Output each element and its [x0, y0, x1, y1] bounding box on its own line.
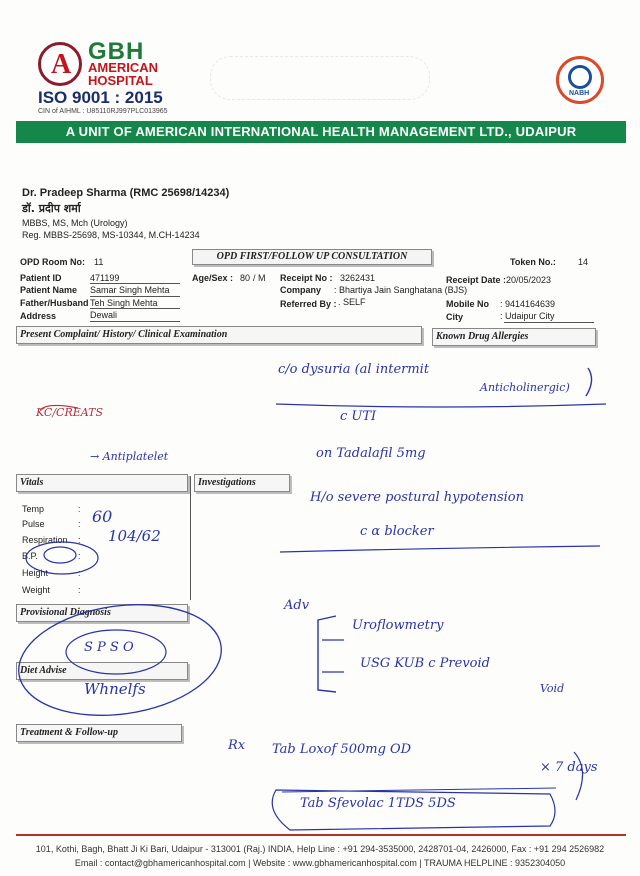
patient-name-value: Samar Singh Mehta — [90, 285, 170, 295]
footer-contact: Email : contact@gbhamericanhospital.com | Website : www.gbhamericanhospital.com | TRAUMA HELPLINE : 9352304050 — [74, 858, 566, 868]
pulse-label: Pulse — [22, 519, 45, 529]
city-label: City — [446, 312, 464, 322]
handwriting-advice-2b: Void — [540, 682, 565, 695]
doctor-name-hindi: डॉ. प्रदीप शर्मा — [22, 202, 81, 215]
patient-name-label: Patient Name — [20, 285, 78, 295]
receipt-date-label: Receipt Date : — [446, 275, 507, 285]
weight-label: Weight — [22, 585, 50, 595]
handwriting-diet: Whnelfs — [84, 680, 146, 698]
token-value: 14 — [578, 257, 589, 267]
footer-divider — [16, 834, 626, 836]
cin-number: CIN of AIHML : U85110RJ997PLC013965 — [38, 108, 168, 115]
opd-room-value: 11 — [94, 257, 104, 267]
iso-certification: ISO 9001 : 2015 — [38, 88, 163, 107]
address-value: Dewali — [90, 310, 118, 320]
father-value: Teh Singh Mehta — [90, 298, 158, 308]
handwriting-complaint-1: c/o dysuria (al intermit — [278, 362, 430, 377]
father-label: Father/Husband — [20, 298, 89, 308]
token-label: Token No.: — [510, 257, 556, 267]
handwriting-rx-2: Tab Sfevolac 1TDS 5DS — [300, 796, 456, 811]
form-title: OPD FIRST/FOLLOW UP CONSULTATION — [192, 249, 432, 265]
underline — [504, 322, 594, 323]
referred-value: . SELF — [338, 297, 366, 307]
underline — [90, 296, 180, 297]
handwriting-pulse: 60 — [92, 507, 113, 526]
header-banner: A UNIT OF AMERICAN INTERNATIONAL HEALTH MANAGEMENT LTD., UDAIPUR — [16, 121, 626, 143]
patient-id-value: 471199 — [90, 273, 120, 283]
treatment-section-title: Treatment & Follow-up — [20, 727, 118, 738]
allergies-section-title: Known Drug Allergies — [436, 331, 529, 342]
opd-room-label: OPD Room No: — [20, 257, 85, 267]
company-value: : Bhartiya Jain Sanghatana (BJS) — [334, 285, 468, 295]
doctor-registration: Reg. MBBS-25698, MS-10344, M.CH-14234 — [22, 230, 200, 240]
handwriting-bp: 104/62 — [108, 527, 161, 545]
referred-label: Referred By : — [280, 299, 337, 309]
handwriting-advice-2: USG KUB c Prevoid — [360, 656, 490, 671]
logo-american-text: AMERICAN — [88, 60, 159, 75]
temp-label: Temp — [22, 504, 45, 514]
diet-section-title: Diet Advise — [20, 665, 67, 676]
patient-id-label: Patient ID — [20, 273, 62, 283]
prescription-page: A GBH AMERICAN HOSPITAL ISO 9001 : 2015 CIN of AIHML : U85110RJ997PLC013965 NABH A UNIT OF AMERICAN INTERNATIONAL HEALTH MANAGEMENT LTD., UDAIPUR Dr. Pradeep Sharma (RMC 25698/14234) डॉ. प्रदीप शर्मा MBBS, MS, Mch (Urology) Reg. MBBS-25698, MS-10344, M.CH-14234 OPD FIRST/FOLLOW UP CONSULTATION OPD Room No: 11 Token No.: 14 Patient ID 471199 Age/Sex : 80 / M Receipt No : 3262431 Receipt Date : 20/05/2023 Patient Name Samar Singh Mehta Company : Bhartiya Jain Sanghatana (BJS) Father/Husband Teh Singh Mehta Referred By : . SELF Mobile No : 9414164639 Address Dewali City : Udaipur City Present Complaint/ History/ Clinical Examination Known Drug Allergies Vitals Investigations Temp Pulse Respiration B.P. Height Weight : : : : : : Provisional Diagnosis Diet Advise Treatment & Follow-up c/o dysuria (al intermit Anticholinergic) KC/CREATS → Antiplatelet c UTI on Tadalafil 5mg H/o severe postural hypotension c α blocker 60 104/62 Adv Uroflowmetry USG KUB c Prevoid Void S P S O Whnelfs Rx Tab Loxof 500mg OD × 7 days Tab Sfevolac 1TDS 5DS 101, Kothi, Bagh, Bhatt Ji Ki Bari, Udaipur - 313001 (Raj.) INDIA, Help Line : +91 294-3535000, 2428701-04, 2426000, Fax : +91 294 2526982 Email : contact@gbhamericanhospital.com | Website : www.gbhamericanhospital.com | TRAUMA HELPLINE : 9352304050 — [0, 0, 640, 876]
handwriting-advice-title: Adv — [284, 598, 310, 613]
vitals-divider — [190, 476, 191, 600]
handwriting-rx-symbol: Rx — [228, 738, 246, 753]
handwriting-left-1: KC/CREATS — [36, 406, 103, 419]
handwriting-complaint-1b: Anticholinergic) — [480, 381, 570, 394]
logo-gbh-text: GBH — [88, 38, 145, 65]
footer-address: 101, Kothi, Bagh, Bhatt Ji Ki Bari, Udaipur - 313001 (Raj.) INDIA, Help Line : +91 294-3535000, 2428701-04, 2426000, Fax : +91 294 2526982 — [35, 844, 605, 854]
handwriting-rx-1: Tab Loxof 500mg OD — [272, 742, 412, 757]
bp-label: B.P. — [22, 551, 38, 561]
underline — [90, 283, 180, 284]
handwriting-complaint-5: c α blocker — [360, 524, 434, 539]
hospital-logo — [36, 38, 216, 118]
handwriting-complaint-3: on Tadalafil 5mg — [316, 446, 426, 461]
nabh-seal-icon: NABH — [556, 56, 604, 104]
city-value: : Udaipur City — [500, 311, 555, 321]
handwriting-complaint-4: H/o severe postural hypotension — [310, 490, 524, 505]
receipt-no-label: Receipt No : — [280, 273, 333, 283]
complaint-section-title: Present Complaint/ History/ Clinical Examination — [20, 329, 228, 340]
mobile-value: : 9414164639 — [500, 299, 556, 309]
handwriting-advice-1: Uroflowmetry — [352, 618, 444, 633]
handwriting-diagnosis: S P S O — [84, 640, 134, 655]
sex-value: / M — [253, 273, 266, 283]
age-value: 80 — [240, 273, 251, 283]
mobile-label: Mobile No — [446, 299, 489, 309]
receipt-no-value: 3262431 — [340, 273, 376, 283]
age-sex-label: Age/Sex : — [192, 273, 234, 283]
handwriting-left-2: → Antiplatelet — [90, 450, 169, 463]
diagnosis-section-title: Provisional Diagnosis — [20, 607, 111, 618]
doctor-name: Dr. Pradeep Sharma (RMC 25698/14234) — [22, 187, 230, 199]
logo-emblem-icon: A — [38, 42, 82, 86]
address-label: Address — [20, 311, 57, 321]
handwriting-rx-1b: × 7 days — [540, 760, 598, 775]
company-label: Company — [280, 285, 322, 295]
vitals-section-title: Vitals — [20, 477, 44, 488]
height-label: Height — [22, 568, 49, 578]
receipt-date-value: 20/05/2023 — [506, 275, 552, 285]
faint-stamp — [210, 56, 430, 100]
investigations-section-title: Investigations — [198, 477, 256, 488]
handwriting-complaint-2: c UTI — [340, 409, 377, 424]
underline — [90, 308, 180, 309]
logo-hospital-text: HOSPITAL — [88, 73, 153, 88]
respiration-label: Respiration — [22, 535, 68, 545]
doctor-degrees: MBBS, MS, Mch (Urology) — [22, 218, 128, 228]
underline — [90, 321, 180, 322]
